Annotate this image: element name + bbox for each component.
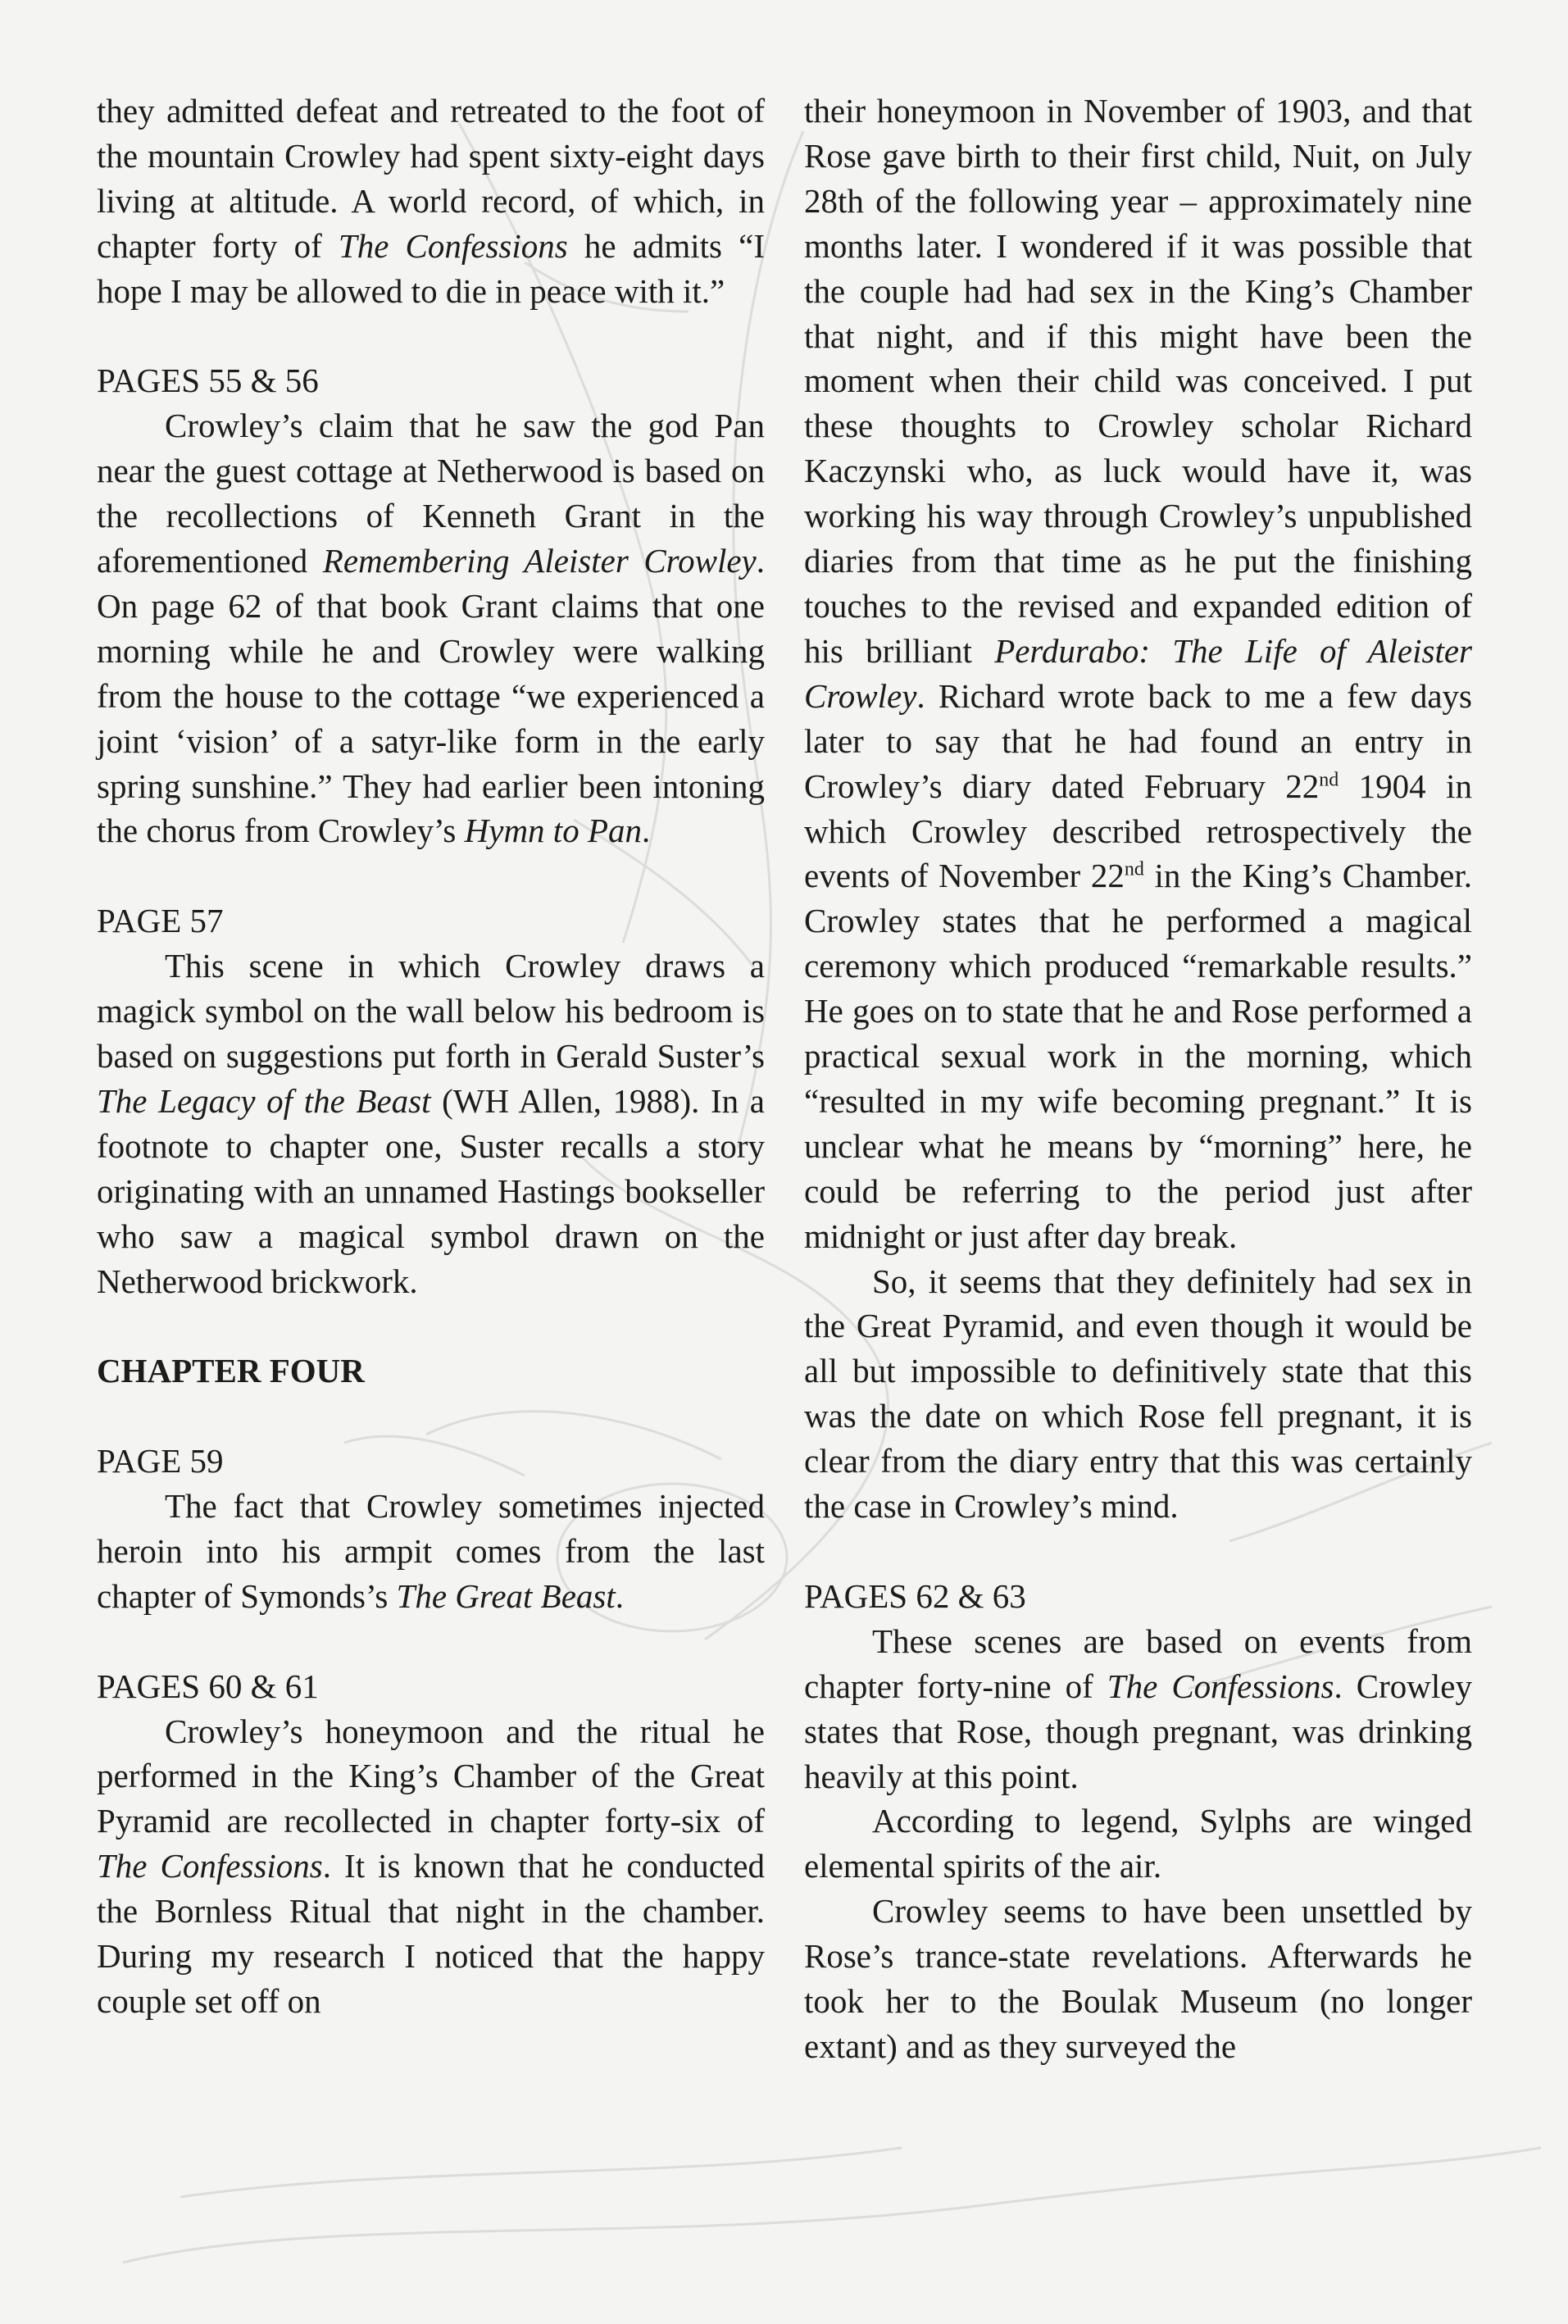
ordinal-suffix: nd	[1124, 858, 1144, 880]
book-title-great-beast: The Great Beast	[396, 1576, 616, 1615]
text-55-1: Crowley’s claim that he saw the god Pan near the guest cottage at Netherwood is based on the recollections of Kenneth Grant in the aforementioned	[97, 407, 765, 580]
chapter-heading: CHAPTER FOUR	[97, 1352, 365, 1390]
text-57-1: This scene in which Crowley draws a magick symbol on the wall below his bedroom is based on suggestions put forth in Gerald Suster’s	[97, 947, 765, 1075]
intro-paragraph	[97, 89, 765, 314]
text-60-2: . It is known that he conducted the Bornless Ritual that night in the chamber. During my research I noticed that the happy couple set off on	[97, 1847, 765, 2020]
cont-text-2: . Richard wrote back to me a few days later to say that he had found an entry in Crowley’s diary dated February 22	[804, 676, 1472, 805]
text-59-2: .	[615, 1576, 625, 1615]
text-62-2: . Crowley states that Rose, though pregnant, was drinking heavily at this point.	[804, 1667, 1472, 1795]
book-title-legacy-of-beast: The Legacy of the Beast	[97, 1081, 431, 1120]
spacer	[97, 314, 765, 359]
text-60-1: Crowley’s honeymoon and the ritual he performed in the King’s Chamber of the Great Pyramid are recollected in chapter forty-six of	[97, 1712, 765, 1840]
text-59-1: The fact that Crowley sometimes injected heroin into his armpit comes from the last chapter of Symonds’s	[97, 1487, 765, 1615]
cont-text-3: 1904 in which Crowley described retrospectively the events of November 22	[804, 766, 1472, 895]
ordinal-suffix: nd	[1319, 768, 1339, 790]
so-paragraph: So, it seems that they definitely had sex in the Great Pyramid, and even though it would be all but impossible to definitively state that this was the date on which Rose fell pregnant, it is clear from the diary entry that this was certainly the case in Crowley’s mind.	[804, 1262, 1472, 1526]
section-paragraph-pages-55-56	[97, 403, 765, 853]
section-heading-pages-55-56: PAGES 55 & 56	[97, 362, 319, 400]
continued-paragraph	[804, 89, 1472, 1259]
spacer	[97, 853, 765, 898]
cont-text-4: in the King’s Chamber. Crowley states that he performed a magical ceremony which produced “remarkable results.” He goes on to state that he and Rose performed a practical sexual work in the morning, which “resulted in my wife becoming pregnant.” It is unclear what he means by “morning” here, he could be referring to the period just after midnight or just after day break.	[804, 857, 1472, 1255]
spacer	[97, 1303, 765, 1348]
book-title-perdurabo: Perdurabo: The Life of Aleister Crowley	[804, 631, 1472, 715]
right-column	[804, 89, 1472, 2069]
spacer	[97, 1619, 765, 1664]
text-57-2: (WH Allen, 1988). In a footnote to chapter one, Suster recalls a story originating with an unnamed Hastings bookseller who saw a magical symbol drawn on the Netherwood brickwork.	[97, 1081, 765, 1300]
section-paragraph-page-57	[97, 944, 765, 1303]
book-title-confessions: The Confessions	[97, 1847, 323, 1885]
spacer	[97, 1394, 765, 1439]
book-title-hymn-to-pan: Hymn to Pan	[464, 812, 642, 850]
section-heading-page-57: PAGE 57	[97, 902, 224, 940]
text-55-2: . On page 62 of that book Grant claims that one morning while he and Crowley were walking from the house to the cottage “we experienced a joint ‘vision’ of a satyr-like form in the early spring sunshine.” They had earlier been intoning the chorus from Crowley’s	[97, 542, 765, 850]
book-title-remembering: Remembering Aleister Crowley	[322, 542, 757, 580]
section-paragraph-pages-60-61	[97, 1709, 765, 2024]
text-62-1: These scenes are based on events from chapter forty-nine of	[804, 1621, 1472, 1705]
section-heading-pages-62-63: PAGES 62 & 63	[804, 1576, 1026, 1615]
section-paragraph-62-63-b: According to legend, Sylphs are winged elemental spirits of the air.	[804, 1802, 1472, 1885]
intro-text-2: he admits “I hope I may be allowed to die in peace with it.”	[97, 226, 765, 310]
section-heading-pages-60-61: PAGES 60 & 61	[97, 1667, 319, 1705]
spacer	[804, 1529, 1472, 1574]
section-paragraph-62-63-c: Crowley seems to have been unsettled by Rose’s trance-state revelations. Afterwards he took her to the Boulak Museum (no longer extant) and as they surveyed the	[804, 1892, 1472, 2065]
intro-book-title: The Confessions	[338, 226, 568, 265]
section-heading-page-59: PAGE 59	[97, 1442, 224, 1480]
book-title-confessions-2: The Confessions	[1107, 1667, 1334, 1705]
section-paragraph-62-63-a	[804, 1619, 1472, 1799]
text-55-3: .	[642, 812, 651, 850]
section-paragraph-page-59	[97, 1484, 765, 1619]
cont-text-1: their honeymoon in November of 1903, and that Rose gave birth to their first child, Nuit, on July 28th of the following year – approximately nine months later. I wondered if it was possible that the couple had had sex in the King’s Chamber that night, and if this might have been the moment when their child was conceived. I put these thoughts to Crowley scholar Richard Kaczynski who, as luck would have it, was working his way through Crowley’s unpublished diaries from that time as he put the finishing touches to the revised and expanded edition of his brilliant	[804, 92, 1472, 670]
intro-text-1: they admitted defeat and retreated to the foot of the mountain Crowley had spent sixty-eight days living at altitude. A world record, of which, in chapter forty of	[97, 92, 765, 265]
left-column	[97, 89, 765, 2024]
